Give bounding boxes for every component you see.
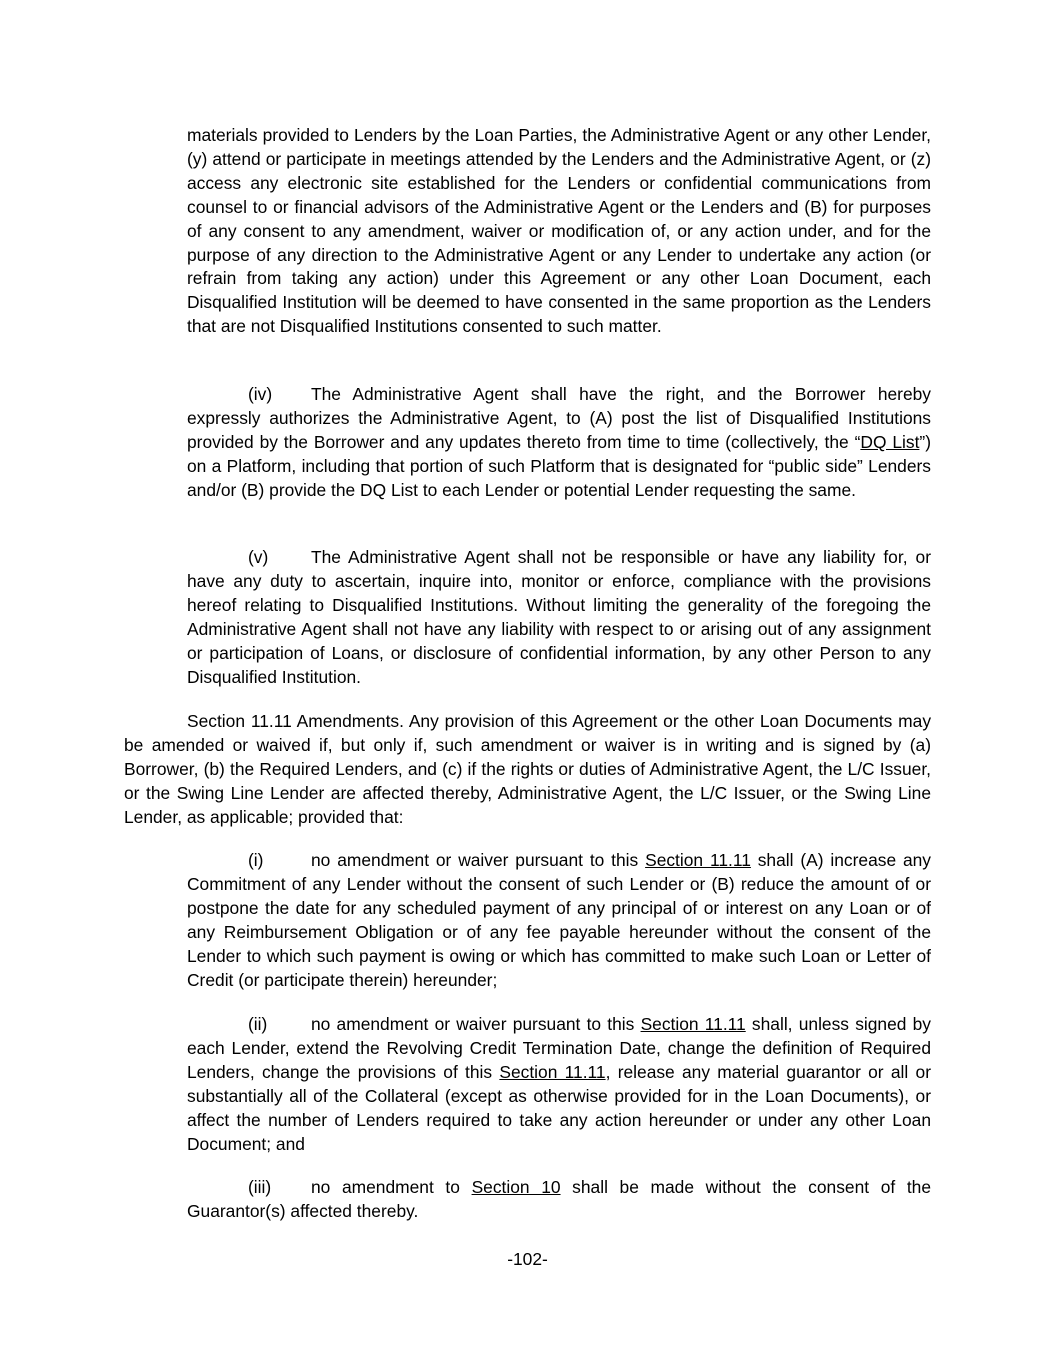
paragraph-continuation: materials provided to Lenders by the Loan Parties, the Administrative Agent or any other Lender, (y) attend or participate in meetings attended by the Lenders and the Administrative Agent, or (z) access any electronic site established for the Lenders or confidential communications from counsel to or financial advisors of the Administrative Agent or the Lenders and (B) for purposes of any consent to any amendment, waiver or modification of, or any action under, and for the purpose of any direction to the Administrative Agent or any Lender to undertake any action (or refrain from taking any action) under this Agreement or any other Loan Document, each Disqualified Institution will be deemed to have consented in the same proportion as the Lenders that are not Disqualified Institutions consented to such matter. <box>187 125 931 337</box>
cross-reference: Section 11.11 <box>499 1061 606 1082</box>
cross-reference: Section 11.11 <box>640 1014 746 1034</box>
clause-ii: (ii) no amendment or waiver pursuant to this Section 11.11 shall, unless signed by each Lender, extend the Revolving Credit Termination Date, change the definition of Required Lenders, change the provisions of this Section 11.11, release any material guarantor or all or substantially all of the Collateral (except as otherwise provided for in the Loan Documents), or affect the number of Lenders required to take any action hereunder or under any other Loan Document; and <box>187 1014 932 1154</box>
clause-label: (iii) <box>248 1177 272 1197</box>
cross-reference: Section 11.11 <box>645 850 751 870</box>
page-number: -102- <box>507 1249 548 1269</box>
clause-label: (ii) <box>248 1014 268 1034</box>
section-title: Amendments. <box>296 711 404 731</box>
clause-label: (i) <box>248 850 264 870</box>
section-11-11: Section 11.11 Amendments. Any provision of this Agreement or the other Loan Documents may be amended or waived if, but only if, such amendment or waiver is in writing and is signed by (a) Borrower, (b) the Required Lenders, and (c) if the rights or duties of Administrative Agent, the L/C Issuer, or the Swing Line Lender are affected thereby, Administrative Agent, the L/C Issuer, or the Swing Line Lender, as applicable; provided that: <box>124 711 932 827</box>
clause-v: (v) The Administrative Agent shall not be responsible or have any liability for, or have any duty to ascertain, inquire into, monitor or enforce, compliance with the provisions hereof relating to Disqualified Institutions. Without limiting the generality of the foregoing the Administrative Agent shall not have any liability with respect to or arising out of any assignment or participation of Loans, or disclosure of confidential information, by any other Person to any Disqualified Institution. <box>187 547 931 687</box>
clause-label: (v) <box>248 547 269 567</box>
clause-iii: (iii) no amendment to Section 10 shall be made without the consent of the Guarantor(s) affected thereby. <box>187 1177 932 1221</box>
section-heading: Section 11.11 <box>187 711 292 731</box>
clause-i: (i) no amendment or waiver pursuant to this Section 11.11 shall (A) increase any Commitment of any Lender without the consent of such Lender or (B) reduce the amount of or postpone the date for any scheduled payment of any principal of or interest on any Loan or of any Reimbursement Obligation or of any fee payable hereunder without the consent of the Lender to which such payment is owing or which has committed to make such Loan or Letter of Credit (or participate therein) hereunder; <box>187 850 932 990</box>
defined-term-dq-list: DQ List <box>860 431 920 452</box>
clause-iv: (iv) The Administrative Agent shall have the right, and the Borrower hereby expressly authorizes the Administrative Agent, to (A) post the list of Disqualified Institutions provided by the Borrower and any updates thereto from time to time (collectively, the “DQ List”) on a Platform, including that portion of such Platform that is designated for “public side” Lenders and/or (B) provide the DQ List to each Lender or potential Lender requesting the same. <box>187 384 931 500</box>
clause-label: (iv) <box>248 384 273 404</box>
cross-reference: Section 10 <box>471 1177 561 1197</box>
